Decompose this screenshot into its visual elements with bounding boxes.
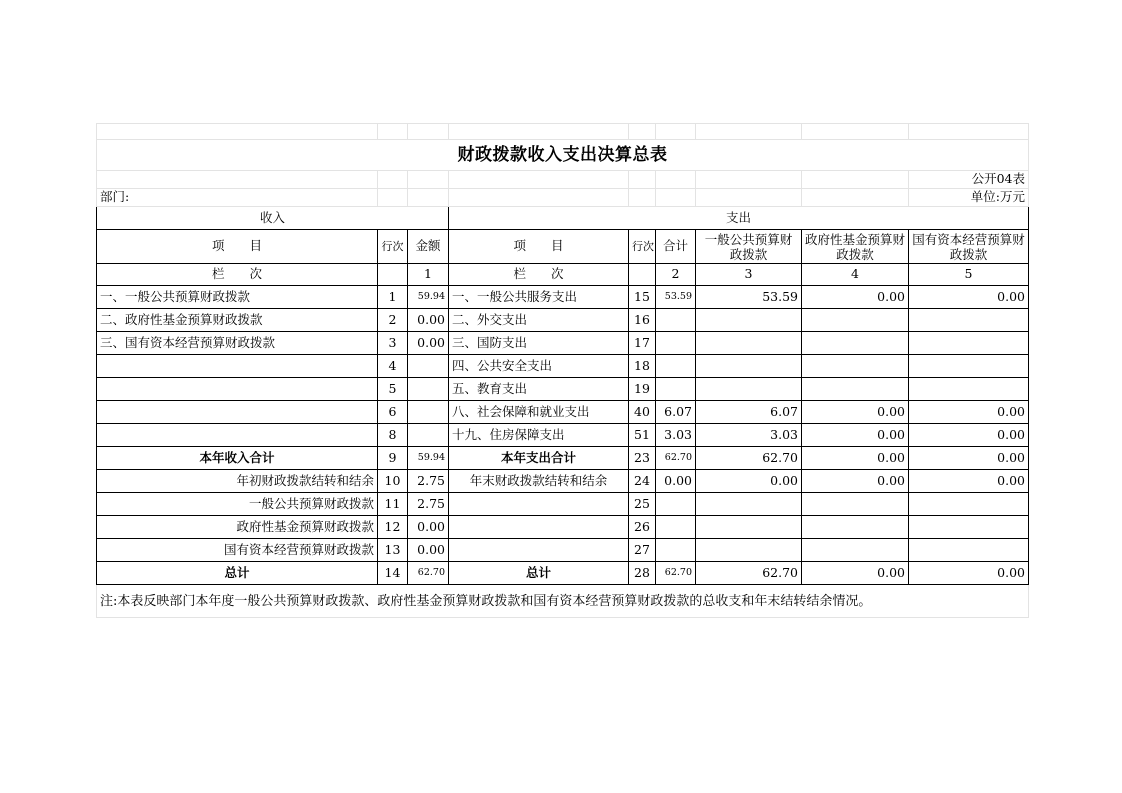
income-item-header: 项 目 xyxy=(97,230,378,264)
form-code: 公开04表 xyxy=(909,171,1029,189)
general-budget-value xyxy=(696,539,802,562)
footnote: 注:本表反映部门本年度一般公共预算财政拨款、政府性基金预算财政拨款和国有资本经营预算财政拨款的总收支和年末结转结余情况。 xyxy=(97,585,1029,618)
income-item: 一般公共预算财政拨款 xyxy=(97,493,378,516)
note-area xyxy=(97,585,1029,618)
gov-fund-value xyxy=(802,378,909,401)
income-row-no-header: 行次 xyxy=(378,230,408,264)
general-budget-value: 0.00 xyxy=(696,470,802,493)
income-item xyxy=(97,424,378,447)
expense-total xyxy=(656,355,696,378)
income-item: 政府性基金预算财政拨款 xyxy=(97,516,378,539)
column-index-1: 1 xyxy=(408,264,449,286)
expense-item: 一、一般公共服务支出 xyxy=(449,286,629,309)
expense-item: 三、国防支出 xyxy=(449,332,629,355)
expense-row-no: 18 xyxy=(629,355,656,378)
general-budget-value xyxy=(696,332,802,355)
income-row-no: 4 xyxy=(378,355,408,378)
expense-total: 62.70 xyxy=(656,447,696,470)
income-column-label: 栏 次 xyxy=(97,264,378,286)
expense-row-no: 24 xyxy=(629,470,656,493)
expense-row-no: 40 xyxy=(629,401,656,424)
expense-section-header: 支出 xyxy=(449,207,1029,230)
table-row xyxy=(97,332,1029,355)
state-capital-value xyxy=(909,332,1029,355)
gov-fund-value xyxy=(802,493,909,516)
gov-fund-value xyxy=(802,516,909,539)
unit-label: 单位:万元 xyxy=(909,189,1029,207)
table-row xyxy=(97,309,1029,332)
expense-total xyxy=(656,332,696,355)
income-amount xyxy=(408,355,449,378)
expense-item: 本年支出合计 xyxy=(449,447,629,470)
expense-row-no: 19 xyxy=(629,378,656,401)
income-amount: 0.00 xyxy=(408,309,449,332)
state-capital-value: 0.00 xyxy=(909,470,1029,493)
income-item xyxy=(97,355,378,378)
general-budget-value: 6.07 xyxy=(696,401,802,424)
gov-fund-value: 0.00 xyxy=(802,470,909,493)
general-budget-value: 62.70 xyxy=(696,447,802,470)
expense-row-no: 25 xyxy=(629,493,656,516)
expense-item-header: 项 目 xyxy=(449,230,629,264)
form-code-row xyxy=(97,171,1029,189)
general-budget-value: 53.59 xyxy=(696,286,802,309)
state-capital-value xyxy=(909,378,1029,401)
state-capital-header: 国有资本经营预算财政拨款 xyxy=(909,230,1029,264)
expense-total: 6.07 xyxy=(656,401,696,424)
column-index-3: 3 xyxy=(696,264,802,286)
table-row xyxy=(97,424,1029,447)
column-index-row xyxy=(97,264,1029,286)
expense-row-no: 27 xyxy=(629,539,656,562)
income-amount: 59.94 xyxy=(408,286,449,309)
income-amount: 0.00 xyxy=(408,516,449,539)
state-capital-value xyxy=(909,355,1029,378)
expense-item xyxy=(449,516,629,539)
expense-row-no: 23 xyxy=(629,447,656,470)
gov-fund-value xyxy=(802,539,909,562)
income-item: 二、政府性基金预算财政拨款 xyxy=(97,309,378,332)
income-amount xyxy=(408,401,449,424)
gov-fund-value xyxy=(802,309,909,332)
column-index-2: 2 xyxy=(656,264,696,286)
state-capital-value: 0.00 xyxy=(909,401,1029,424)
income-row-no: 12 xyxy=(378,516,408,539)
state-capital-value: 0.00 xyxy=(909,562,1029,585)
gov-fund-value xyxy=(802,332,909,355)
table-row xyxy=(97,562,1029,585)
blank-row xyxy=(97,124,1029,140)
gov-fund-value: 0.00 xyxy=(802,424,909,447)
expense-total xyxy=(656,493,696,516)
general-budget-value: 62.70 xyxy=(696,562,802,585)
expense-row-no: 16 xyxy=(629,309,656,332)
income-amount: 62.70 xyxy=(408,562,449,585)
income-row-no: 8 xyxy=(378,424,408,447)
state-capital-value xyxy=(909,539,1029,562)
data-rows xyxy=(97,286,1029,585)
income-row-no: 6 xyxy=(378,401,408,424)
income-section-header: 收入 xyxy=(97,207,449,230)
income-row-no: 14 xyxy=(378,562,408,585)
table-row xyxy=(97,470,1029,493)
income-amount: 2.75 xyxy=(408,493,449,516)
general-budget-header: 一般公共预算财政拨款 xyxy=(696,230,802,264)
general-budget-value xyxy=(696,493,802,516)
income-item: 三、国有资本经营预算财政拨款 xyxy=(97,332,378,355)
income-amount-header: 金额 xyxy=(408,230,449,264)
state-capital-value: 0.00 xyxy=(909,286,1029,309)
department-row xyxy=(97,189,1029,207)
table-row xyxy=(97,516,1029,539)
income-amount: 2.75 xyxy=(408,470,449,493)
income-amount: 0.00 xyxy=(408,332,449,355)
gov-fund-value: 0.00 xyxy=(802,562,909,585)
table-row xyxy=(97,401,1029,424)
expense-item xyxy=(449,539,629,562)
expense-row-no: 17 xyxy=(629,332,656,355)
gov-fund-value: 0.00 xyxy=(802,286,909,309)
table-body xyxy=(97,207,1029,286)
income-item: 本年收入合计 xyxy=(97,447,378,470)
expense-row-no: 51 xyxy=(629,424,656,447)
general-budget-value xyxy=(696,309,802,332)
expense-total: 53.59 xyxy=(656,286,696,309)
gov-fund-value xyxy=(802,355,909,378)
table-row xyxy=(97,447,1029,470)
expense-total: 0.00 xyxy=(656,470,696,493)
table-row xyxy=(97,493,1029,516)
section-header-row xyxy=(97,207,1029,230)
state-capital-value: 0.00 xyxy=(909,424,1029,447)
state-capital-value: 0.00 xyxy=(909,447,1029,470)
column-index-5: 5 xyxy=(909,264,1029,286)
income-amount xyxy=(408,378,449,401)
expense-item: 总计 xyxy=(449,562,629,585)
sheet-header-area xyxy=(97,124,1029,207)
general-budget-value xyxy=(696,355,802,378)
general-budget-value xyxy=(696,378,802,401)
income-amount: 59.94 xyxy=(408,447,449,470)
table-row xyxy=(97,286,1029,309)
report-title: 财政拨款收入支出决算总表 xyxy=(97,140,1029,171)
gov-fund-value: 0.00 xyxy=(802,401,909,424)
expense-item: 二、外交支出 xyxy=(449,309,629,332)
expense-total xyxy=(656,539,696,562)
expense-row-no: 15 xyxy=(629,286,656,309)
table-row xyxy=(97,539,1029,562)
expense-item: 五、教育支出 xyxy=(449,378,629,401)
note-row xyxy=(97,585,1029,618)
table-row xyxy=(97,355,1029,378)
expense-total: 62.70 xyxy=(656,562,696,585)
income-row-no: 5 xyxy=(378,378,408,401)
report-table xyxy=(96,123,1029,618)
state-capital-value xyxy=(909,516,1029,539)
expense-item: 八、社会保障和就业支出 xyxy=(449,401,629,424)
income-amount xyxy=(408,424,449,447)
expense-item: 十九、住房保障支出 xyxy=(449,424,629,447)
table-row xyxy=(97,378,1029,401)
state-capital-value xyxy=(909,309,1029,332)
income-item: 总计 xyxy=(97,562,378,585)
expense-item: 年末财政拨款结转和结余 xyxy=(449,470,629,493)
income-row-no: 1 xyxy=(378,286,408,309)
gov-fund-value: 0.00 xyxy=(802,447,909,470)
income-item: 一、一般公共预算财政拨款 xyxy=(97,286,378,309)
state-capital-value xyxy=(909,493,1029,516)
expense-total-header: 合计 xyxy=(656,230,696,264)
expense-row-no: 28 xyxy=(629,562,656,585)
spreadsheet-sheet xyxy=(96,123,1028,618)
income-row-no: 9 xyxy=(378,447,408,470)
department-label: 部门: xyxy=(97,189,378,207)
general-budget-value xyxy=(696,516,802,539)
column-index-4: 4 xyxy=(802,264,909,286)
income-row-no: 2 xyxy=(378,309,408,332)
expense-item: 四、公共安全支出 xyxy=(449,355,629,378)
gov-fund-header: 政府性基金预算财政拨款 xyxy=(802,230,909,264)
income-item xyxy=(97,401,378,424)
income-item: 国有资本经营预算财政拨款 xyxy=(97,539,378,562)
expense-total xyxy=(656,309,696,332)
income-amount: 0.00 xyxy=(408,539,449,562)
expense-total: 3.03 xyxy=(656,424,696,447)
column-header-row xyxy=(97,230,1029,264)
income-item: 年初财政拨款结转和结余 xyxy=(97,470,378,493)
income-row-no: 13 xyxy=(378,539,408,562)
expense-total xyxy=(656,516,696,539)
expense-item xyxy=(449,493,629,516)
expense-row-no-header: 行次 xyxy=(629,230,656,264)
expense-total xyxy=(656,378,696,401)
general-budget-value: 3.03 xyxy=(696,424,802,447)
income-item xyxy=(97,378,378,401)
expense-row-no: 26 xyxy=(629,516,656,539)
title-row xyxy=(97,140,1029,171)
income-row-no: 3 xyxy=(378,332,408,355)
income-row-no: 11 xyxy=(378,493,408,516)
income-row-no: 10 xyxy=(378,470,408,493)
expense-column-label: 栏 次 xyxy=(449,264,629,286)
